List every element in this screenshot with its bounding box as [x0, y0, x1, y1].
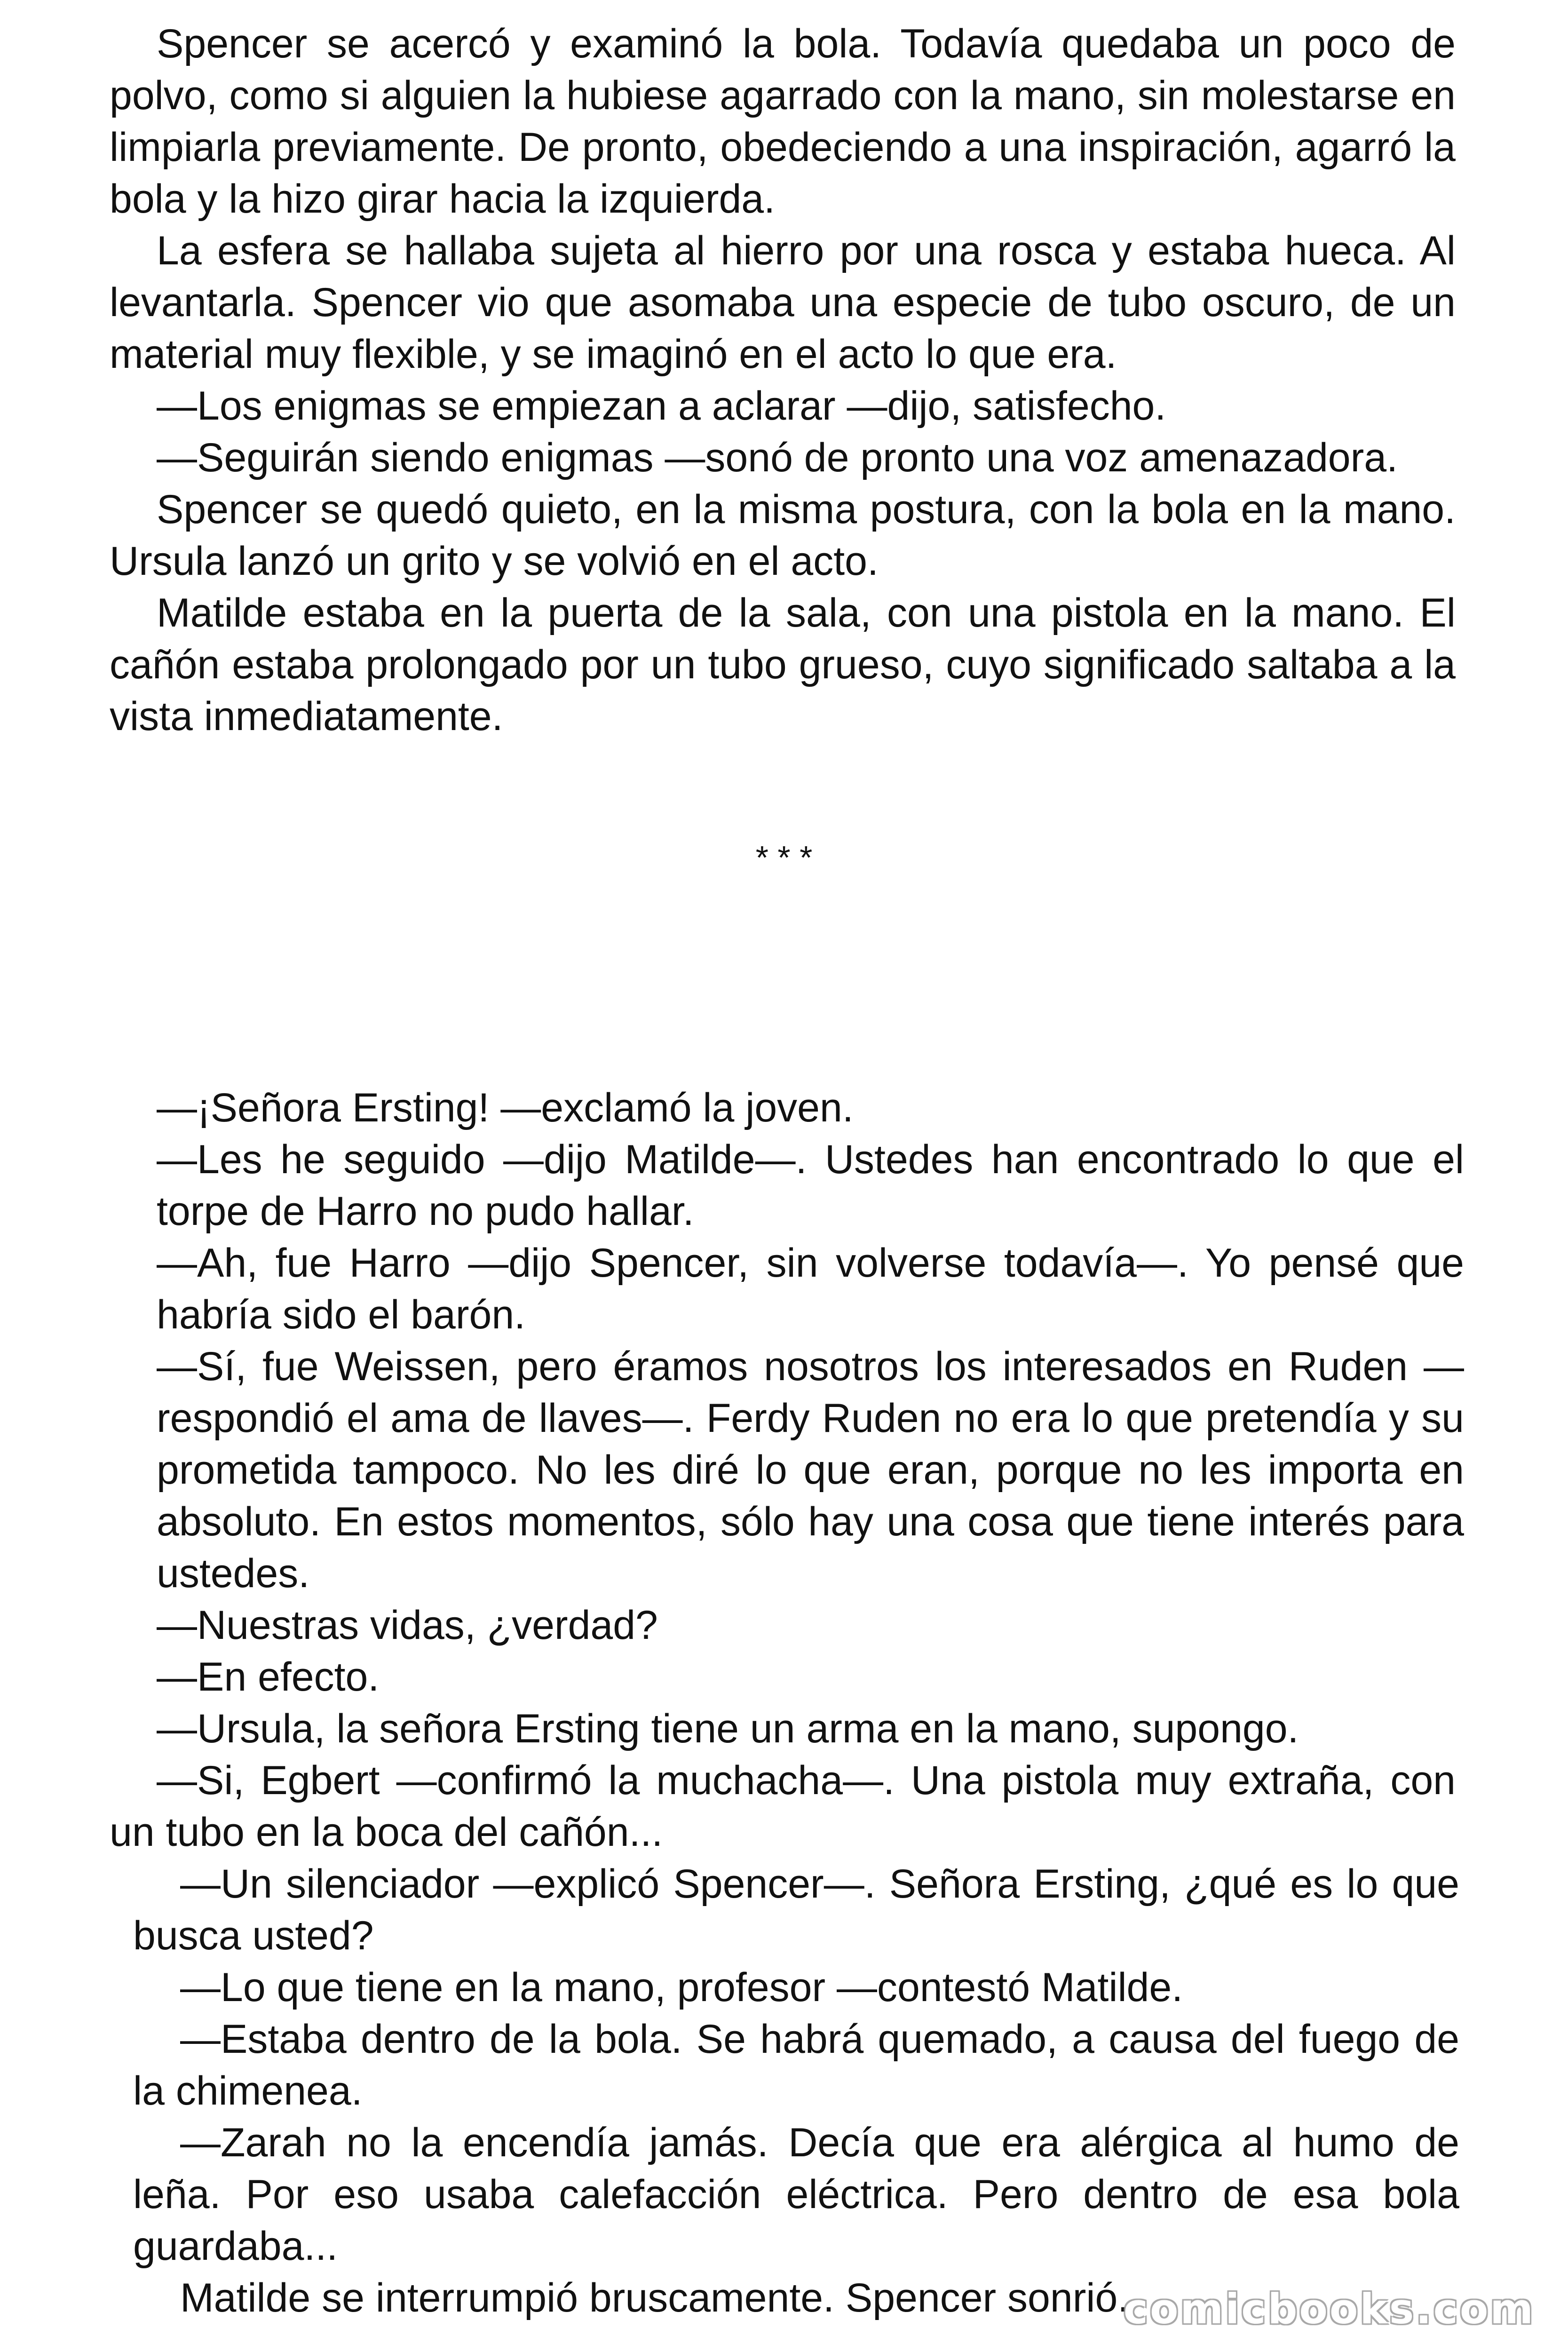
paragraph: La esfera se hallaba sujeta al hierro por una rosca y estaba hueca. Al levantarla. Spencer vio que asomaba una especie de tubo oscuro, de un material muy flexible, y se imaginó en el acto lo que era. — [110, 228, 1456, 377]
paragraph: —Nuestras vidas, ¿verdad? — [157, 1603, 658, 1648]
scene-separator: * * * — [755, 839, 813, 876]
paragraph: —¡Señora Ersting! —exclamó la joven. — [157, 1085, 854, 1130]
paragraph: —Un silenciador —explicó Spencer—. Señora Ersting, ¿qué es lo que busca usted? — [133, 1861, 1459, 1958]
top-text-block — [110, 18, 1456, 742]
paragraph: —En efecto. — [157, 1654, 380, 1700]
paragraph: Matilde se interrumpió bruscamente. Spencer sonrió. — [180, 2275, 1129, 2320]
paragraph: —Zarah no la encendía jamás. Decía que era alérgica al humo de leña. Por eso usaba calefacción eléctrica. Pero dentro de esa bola guardaba... — [133, 2120, 1459, 2269]
paragraph: —Ah, fue Harro —dijo Spencer, sin volverse todavía—. Yo pensé que habría sido el barón. — [157, 1240, 1464, 1337]
paragraph: —Ursula, la señora Ersting tiene un arma en la mano, supongo. — [157, 1706, 1299, 1751]
paragraph: —Lo que tiene en la mano, profesor —contestó Matilde. — [180, 1965, 1183, 2010]
paragraph: —Les he seguido —dijo Matilde—. Ustedes han encontrado lo que el torpe de Harro no pudo hallar. — [157, 1137, 1464, 1234]
paragraph: —Estaba dentro de la bola. Se habrá quemado, a causa del fuego de la chimenea. — [133, 2017, 1459, 2114]
paragraph: —Los enigmas se empiezan a aclarar —dijo, satisfecho. — [157, 383, 1166, 429]
paragraph: Matilde estaba en la puerta de la sala, con una pistola en la mano. El cañón estaba prolongado por un tubo grueso, cuyo significado saltaba a la vista inmediatamente. — [110, 590, 1456, 739]
paragraph: —Si, Egbert —confirmó la muchacha—. Una pistola muy extraña, con un tubo en la boca del cañón... — [110, 1758, 1456, 1855]
paragraph: —Sí, fue Weissen, pero éramos nosotros los interesados en Ruden —respondió el ama de llaves—. Ferdy Ruden no era lo que pretendía y su prometida tampoco. No les diré lo que eran, porque no les importa en absoluto. En estos momentos, sólo hay una cosa que tiene interés para ustedes. — [157, 1344, 1464, 1596]
dialogue-block-1 — [110, 1082, 1464, 1755]
paragraph: Spencer se acercó y examinó la bola. Todavía quedaba un poco de polvo, como si alguien la hubiese agarrado con la mano, sin molestarse en limpiarla previamente. De pronto, obedeciendo a una inspiración, agarró la bola y la hizo girar hacia la izquierda. — [110, 21, 1456, 222]
watermark-logo: comicbooks.com — [1123, 2285, 1535, 2333]
dialogue-block-2 — [110, 1755, 1456, 1858]
paragraph: Spencer se quedó quieto, en la misma postura, con la bola en la mano. Ursula lanzó un grito y se volvió en el acto. — [110, 487, 1456, 584]
paragraph: —Seguirán siendo enigmas —sonó de pronto una voz amenazadora. — [157, 435, 1398, 480]
dialogue-block-3 — [133, 1858, 1459, 2324]
